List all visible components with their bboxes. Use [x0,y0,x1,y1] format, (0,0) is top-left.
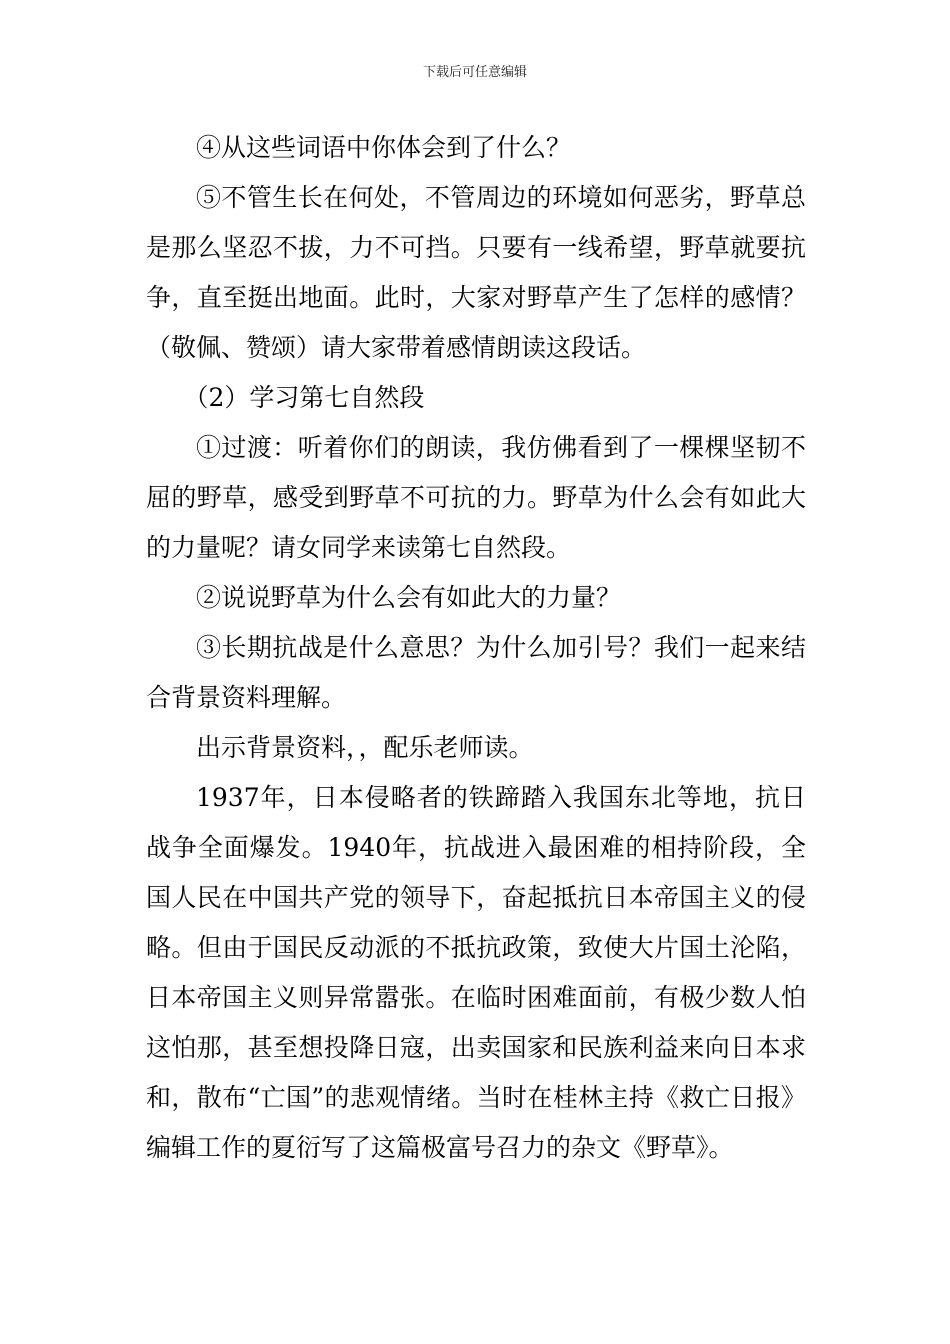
question-2: ②说说野草为什么会有如此大的力量？ [196,583,622,612]
question-5-paragraph: ⑤不管生长在何处，不管周边的环境如何恶劣，野草总是那么坚忍不拔，力不可挡。只要有一线希望，野草就要抗争，直至挺出地面。此时，大家对野草产生了怎样的感情？（敬佩、赞颂）请大家带着感情朗读这段话。 [146,183,806,362]
section-subheading: （2）学习第七自然段 [183,383,425,412]
document-body [146,123,806,1173]
background-material: 1937年，日本侵略者的铁蹄踏入我国东北等地，抗日战争全面爆发。1940年，抗战进入最困难的相持阶段，全国人民在中国共产党的领导下，奋起抵抗日本帝国主义的侵略。但由于国民反动派的不抵抗政策，致使大片国土沦陷，日本帝国主义则异常嚣张。在临时困难面前，有极少数人怕这怕那，甚至想投降日寇，出卖国家和民族利益来向日本求和，散布“亡国”的悲观情绪。当时在桂林主持《救亡日报》编辑工作的夏衍写了这篇极富号召力的杂文《野草》。 [146,783,806,1162]
page-header-note: 下载后可任意编辑 [422,65,527,80]
question-4: ④从这些词语中你体会到了什么？ [196,133,572,162]
question-3: ③长期抗战是什么意思？为什么加引号？我们一起来结合背景资料理解。 [146,633,806,712]
transition-paragraph: ①过渡：听着你们的朗读，我仿佛看到了一棵棵坚韧不屈的野草，感受到野草不可抗的力。野草为什么会有如此大的力量呢？请女同学来读第七自然段。 [146,433,806,562]
background-intro: 出示背景资料，，配乐老师读。 [196,733,534,762]
